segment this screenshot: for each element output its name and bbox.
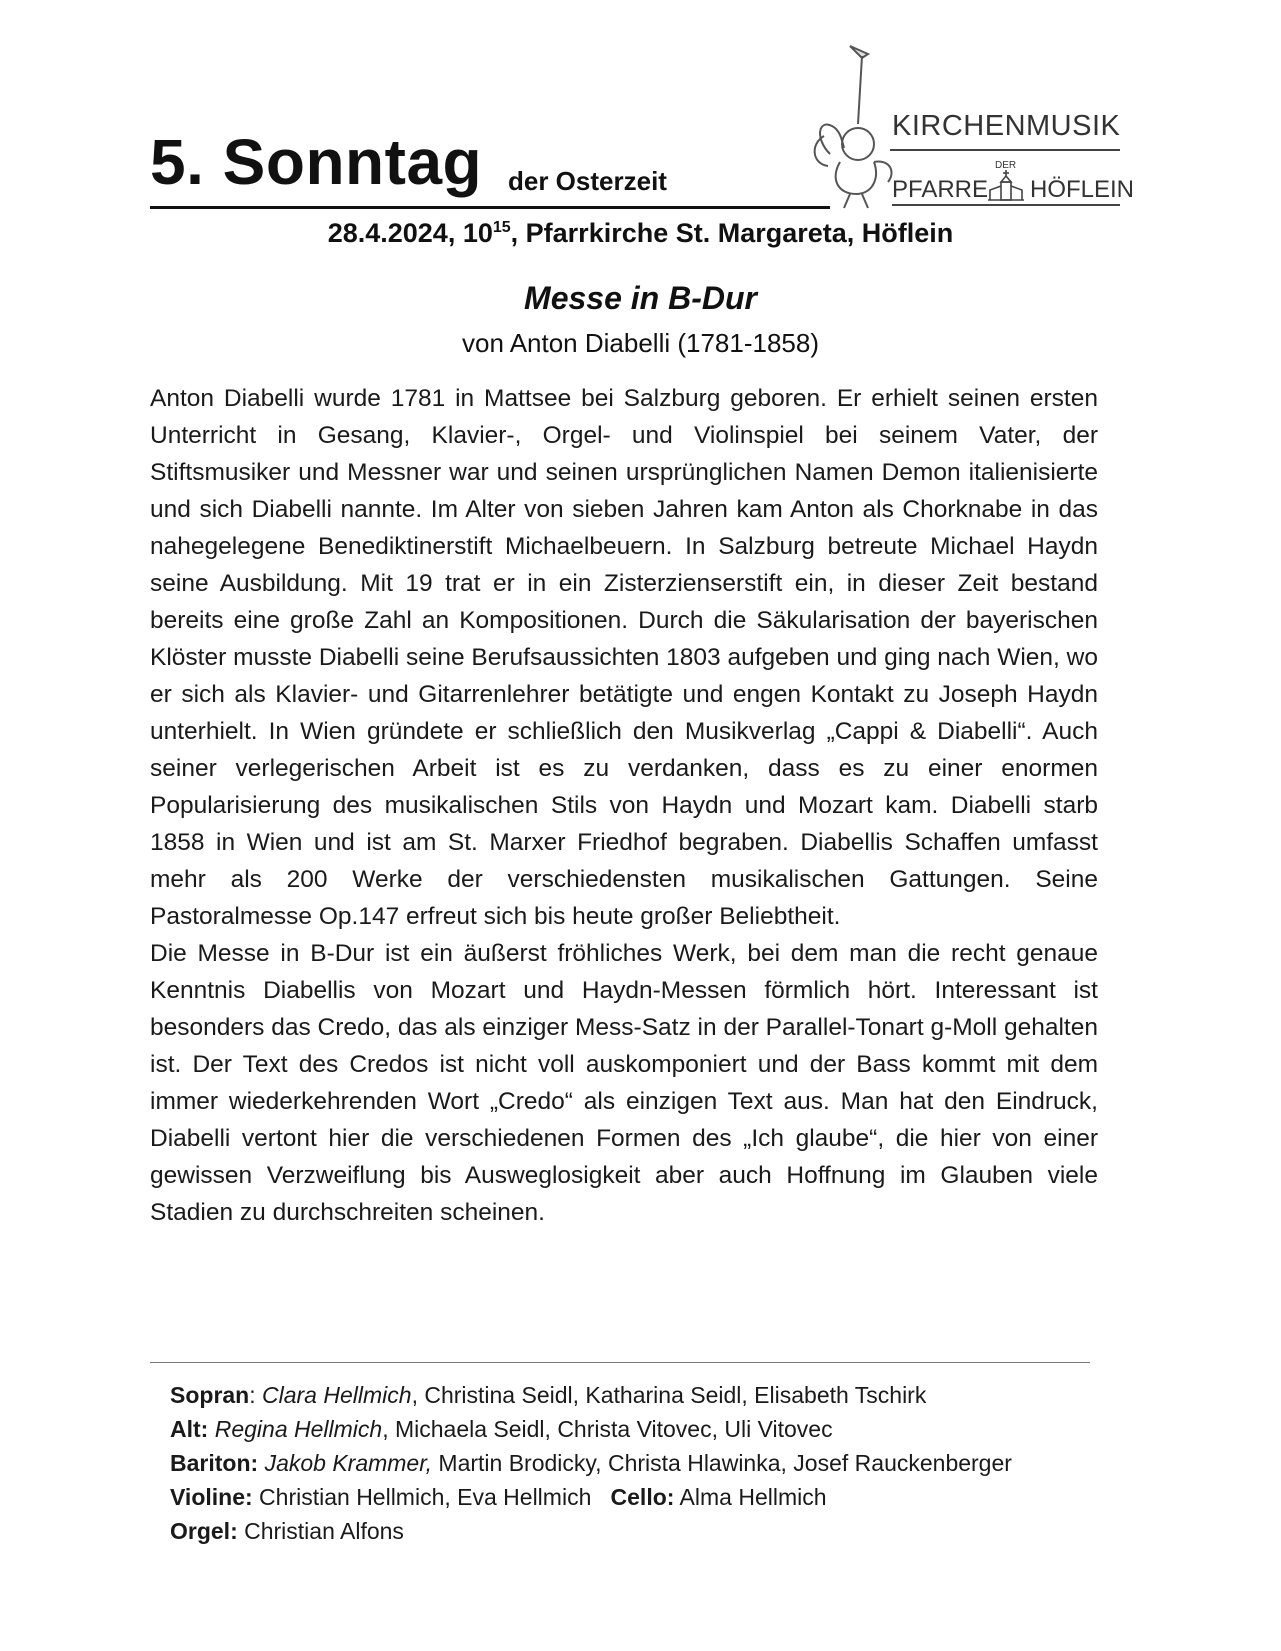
kirchenmusik-logo bbox=[810, 44, 1135, 214]
angel-trumpet-icon bbox=[810, 44, 900, 214]
performer-row-sopran: Sopran: Clara Hellmich, Christina Seidl, Katharina Seidl, Elisabeth Tschirk bbox=[170, 1382, 927, 1408]
lead-singer: Clara Hellmich bbox=[262, 1382, 412, 1408]
performer-row-bariton bbox=[170, 1446, 1012, 1480]
singer-names: , Michaela Seidl, Christa Vitovec, Uli Vitovec bbox=[382, 1416, 833, 1442]
event-location: , Pfarrkirche St. Margareta, Höflein bbox=[510, 218, 954, 248]
lead-singer: Regina Hellmich bbox=[214, 1416, 383, 1442]
work-title: Messe in B-Dur bbox=[524, 280, 757, 316]
performer-row-alt bbox=[170, 1412, 1012, 1446]
singer-names: , Christina Seidl, Katharina Seidl, Elisabeth Tschirk bbox=[411, 1382, 927, 1408]
event-date-location bbox=[0, 218, 1281, 249]
voice-label: Alt: bbox=[170, 1416, 209, 1442]
lead-singer: Jakob Krammer, bbox=[264, 1450, 433, 1476]
instrument-label: Cello: bbox=[610, 1484, 675, 1510]
logo-pfarre-text: PFARRE bbox=[892, 176, 989, 203]
page-title: 5. Sonntag bbox=[150, 126, 483, 198]
voice-label: Sopran bbox=[170, 1382, 250, 1408]
voice-label: Bariton: bbox=[170, 1450, 259, 1476]
performer-row-orgel bbox=[170, 1514, 1012, 1548]
paragraph-mass: Die Messe in B-Dur ist ein äußerst fröhliches Werk, bei dem man die recht genaue Kenntnis Diabellis von Mozart und Haydn-Messen förmlich hört. Interessant ist besonders das Credo, das als einziger Mess-Satz in der Parallel-Tonart g-Moll gehalten ist. Der Text des Credos ist nicht voll auskomponiert und der Bass kommt mit dem immer wiederkehrenden Wort „Credo“ als einzigen Text aus. Man hat den Eindruck, Diabelli vertont hier die verschiedenen Formen des „Ich glaube“, die hier von einer gewissen Verzweiflung bis Ausweglosigkeit aber auch Hoffnung im Glauben viele Stadien zu durchschreiten scheinen. bbox=[150, 940, 1098, 1226]
article-body bbox=[150, 380, 1098, 1231]
performer-row-strings bbox=[170, 1480, 1012, 1514]
event-date: 28.4.2024, 10 bbox=[327, 218, 493, 248]
page-subtitle: der Osterzeit bbox=[508, 166, 667, 196]
logo-divider bbox=[890, 149, 1120, 151]
work-composer: von Anton Diabelli (1781-1858) bbox=[461, 328, 820, 358]
logo-hoeflein-text: HÖFLEIN bbox=[1030, 176, 1135, 203]
performers-list bbox=[170, 1378, 1012, 1548]
violin-names: Christian Hellmich, Eva Hellmich bbox=[252, 1484, 592, 1510]
instrument-label: Orgel: bbox=[170, 1518, 238, 1544]
organ-names: Christian Alfons bbox=[237, 1518, 404, 1544]
event-time-superscript: 15 bbox=[492, 219, 511, 236]
divider bbox=[150, 1362, 1090, 1363]
logo-base-line bbox=[892, 204, 1120, 206]
instrument-label: Violine: bbox=[170, 1484, 253, 1510]
church-icon bbox=[988, 168, 1024, 202]
page-header bbox=[150, 118, 830, 209]
paragraph-biography: Anton Diabelli wurde 1781 in Mattsee bei Salzburg geboren. Er erhielt seinen ersten Unterricht in Gesang, Klavier-, Orgel- und Violinspiel bei seinem Vater, der Stiftsmusiker und Messner war und seinen ursprünglichen Namen Demon italienisierte und sich Diabelli nannte. Im Alter von sieben Jahren kam Anton als Chorknabe in das nahegelegene Benediktinerstift Michaelbeuern. In Salzburg betreute Michael Haydn seine Ausbildung. Mit 19 trat er in ein Zisterzienserstift ein, in dieser Zeit bestand bereits eine große Zahl an Kompositionen. Durch die Säkularisation der bayerischen Klöster musste Diabelli seine Berufsaussichten 1803 aufgeben und ging nach Wien, wo er sich als Klavier- und Gitarrenlehrer betätigte und engen Kontakt zu Joseph Haydn unterhielt. In Wien gründete er schließlich den Musikverlag „Cappi & Diabelli“. Auch seiner verlegerischen Arbeit ist es zu verdanken, dass es zu einer enormen Popularisierung des musikalischen Stils von Haydn und Mozart kam. Diabelli starb 1858 in Wien und ist am St. Marxer Friedhof begraben. Diabellis Schaffen umfasst mehr als 200 Werke der verschiedensten musikalischen Gattungen. Seine Pastoralmesse Op.147 erfreut sich bis heute großer Beliebtheit. bbox=[150, 385, 1098, 930]
logo-kirchenmusik-text: KIRCHENMUSIK bbox=[892, 110, 1121, 142]
cello-names: Alma Hellmich bbox=[674, 1484, 827, 1510]
logo-der-text: DER bbox=[995, 160, 1017, 171]
singer-names: Martin Brodicky, Christa Hlawinka, Josef Rauckenberger bbox=[432, 1450, 1012, 1476]
